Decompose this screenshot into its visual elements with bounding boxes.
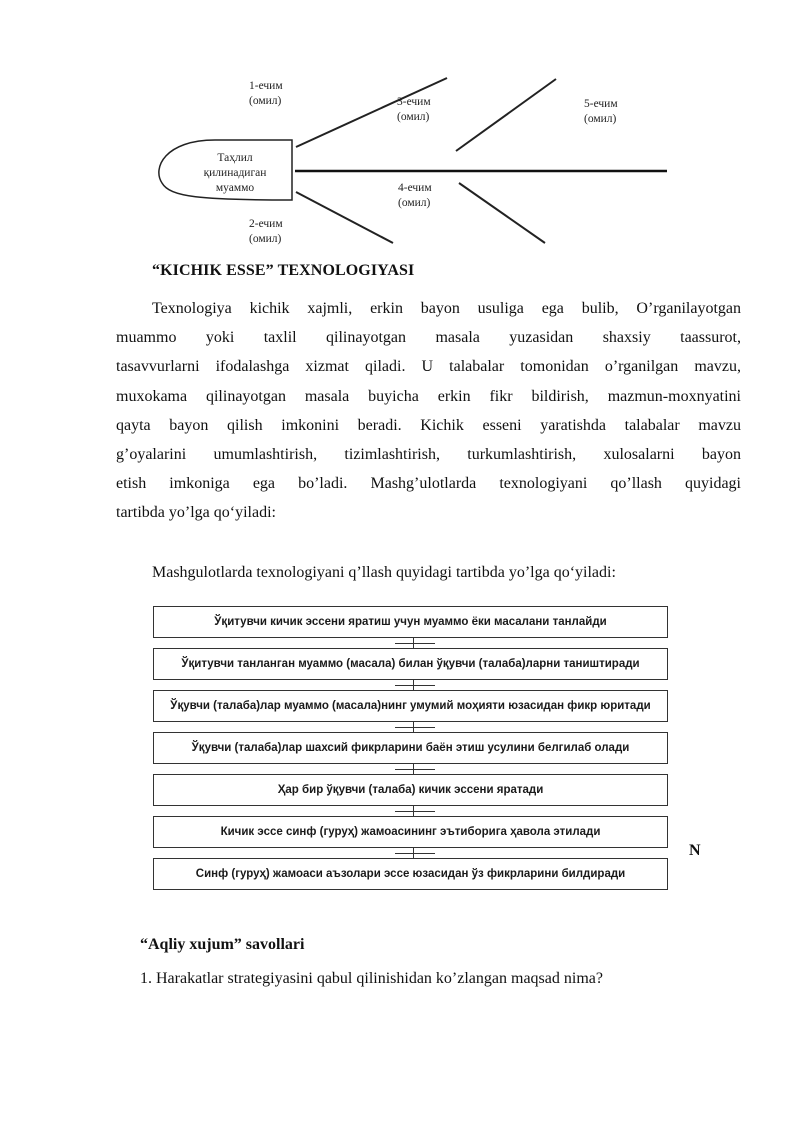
- bone-4: [459, 183, 545, 243]
- flow-connector: [153, 764, 668, 774]
- questions-heading: “Aqliy xujum” savollari: [140, 936, 305, 953]
- flow-step-text: Кичик эссе синф (гуруҳ) жамоасининг эътиборига ҳавола этилади: [220, 826, 601, 838]
- paragraph-line: muammo yoki taxlil qilinayotgan masala yuzasidan shaxsiy taassurot,: [116, 329, 741, 347]
- cause-2-sub: (омил): [249, 233, 282, 245]
- flow-step-text: Ҳар бир ўқувчи (талаба) кичик эссени яратади: [277, 784, 544, 796]
- flow-connector: [153, 848, 668, 858]
- flow-step-7: [153, 858, 668, 890]
- problem-label: [200, 151, 270, 196]
- problem-line-1: Таҳлил: [217, 152, 253, 164]
- flow-connector: [153, 680, 668, 690]
- cause-1-label: [249, 79, 283, 109]
- cause-3-label: [397, 95, 431, 125]
- bone-2: [296, 192, 393, 243]
- flow-step-text: Ўқитувчи танланган муаммо (масала) билан ўқувчи (талаба)ларни таништиради: [181, 658, 640, 670]
- flow-step-text: Ўқувчи (талаба)лар муаммо (масала)нинг умумий моҳияти юзасидан фикр юритади: [170, 700, 651, 712]
- paragraph-line: muxokama qilinayotgan masala buyicha erkin fikr bildirish, mazmun-moxnyatini: [116, 387, 741, 405]
- flow-connector: [153, 722, 668, 732]
- paragraph-line: Texnologiya kichik xajmli, erkin bayon usuliga ega bulib, O’rganilayotgan: [152, 300, 741, 317]
- flow-step-5: [153, 774, 668, 806]
- body-paragraph: [116, 294, 741, 528]
- problem-line-3: муаммо: [215, 182, 255, 194]
- cause-4-sub: (омил): [398, 197, 431, 209]
- section-heading: “KICHIK ESSE” TEXNOLOGIYASI: [152, 262, 415, 279]
- body-paragraph-2: Mashgulotlarda texnologiyani q’llash quyidagi tartibda yo’lga qo‘yiladi:: [152, 564, 616, 581]
- cause-5-title: 5-ечим: [584, 98, 618, 110]
- side-mark: N: [689, 842, 701, 859]
- cause-4-title: 4-ечим: [398, 182, 432, 194]
- problem-line-2: қилинадиган: [203, 167, 267, 179]
- cause-5-label: [584, 97, 618, 127]
- cause-1-title: 1-ечим: [249, 80, 283, 92]
- cause-3-sub: (омил): [397, 111, 430, 123]
- flow-step-4: [153, 732, 668, 764]
- bone-3: [456, 79, 556, 151]
- flow-step-6: [153, 816, 668, 848]
- question-item-1: 1. Harakatlar strategiyasini qabul qilinishidan ko’zlangan maqsad nima?: [140, 970, 603, 987]
- cause-2-label: [249, 217, 283, 247]
- flow-step-2: [153, 648, 668, 680]
- paragraph-line: g’oyalarini umumlashtirish, tizimlashtirish, turkumlashtirish, xulosalarni bayon: [116, 446, 741, 464]
- flow-step-text: Ўқитувчи кичик эссени яратиш учун муаммо ёки масалани танлайди: [214, 616, 607, 628]
- cause-1-sub: (омил): [249, 95, 282, 107]
- flow-connector: [153, 806, 668, 816]
- flow-step-text: Синф (гуруҳ) жамоаси аъзолари эссе юзасидан ўз фикрларини билдиради: [195, 868, 626, 880]
- paragraph-line: tasavvurlarni ifodalashga xizmat qiladi. U talabalar tomonidan o’rganilgan mavzu,: [116, 358, 741, 376]
- fishbone-diagram: [0, 0, 800, 260]
- flow-step-1: [153, 606, 668, 638]
- cause-3-title: 3-ечим: [397, 96, 431, 108]
- cause-2-title: 2-ечим: [249, 218, 283, 230]
- flow-step-3: [153, 690, 668, 722]
- flow-connector: [153, 638, 668, 648]
- paragraph-line: tartibda yo’lga qo‘yiladi:: [116, 504, 276, 522]
- paragraph-line: qayta bayon qilish imkonini beradi. Kichik esseni yaratishda talabalar mavzu: [116, 416, 741, 434]
- paragraph-line: etish imkoniga ega bo’ladi. Mashg’ulotlarda texnologiyani qo’llash quyidagi: [116, 475, 741, 493]
- flow-step-text: Ўқувчи (талаба)лар шахсий фикрларини баён этиш усулини белгилаб олади: [191, 742, 630, 754]
- process-flowchart: [153, 606, 668, 890]
- cause-4-label: [398, 181, 432, 211]
- cause-5-sub: (омил): [584, 113, 617, 125]
